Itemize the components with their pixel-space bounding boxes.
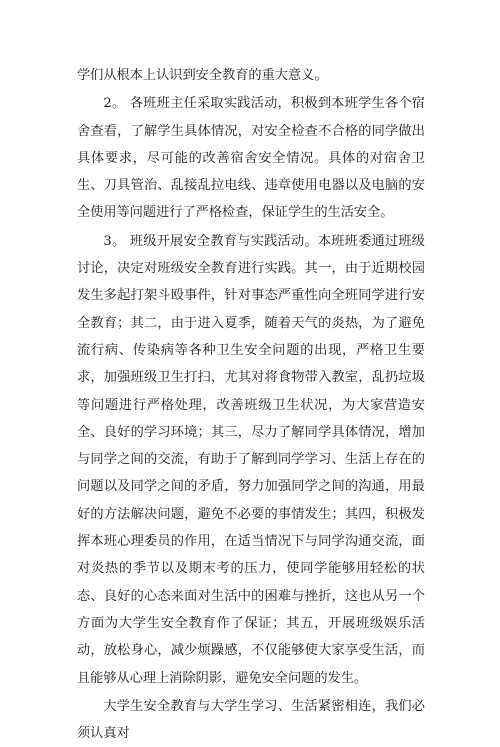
- paragraph-conclusion: 大学生安全教育与大学生学习、生活紧密相连，我们必须认真对: [77, 698, 425, 742]
- paragraph-item-2: 2。 各班班主任采取实践活动，积极到本班学生各个宿舍查看，了解学生具体情况，对安全检查不合格的同学做出具体要求，尽可能的改善宿舍安全情况。具体的对宿舍卫生、刀具管治、乱接乱拉电线、违章使用电器以及电脑的安全使用等问题进行了严格检查，保证学生的生活安全。: [77, 96, 425, 221]
- paragraph-item-3: 3。 班级开展安全教育与实践活动。本班班委通过班级讨论，决定对班级安全教育进行实践。其一，由于近期校园发生多起打架斗殴事件，针对事态严重性向全班同学进行安全教育；其二，由于进入夏季，随着天气的炎热，为了避免流行病、传染病等各种卫生安全问题的出现，严格卫生要求，加强班级卫生打扫，尤其对将食物带入教室，乱扔垃圾等问题进行严格处理，改善班级卫生状况，为大家营造安全、良好的学习环境；其三，尽力了解同学具体情况，增加与同学之间的交流，有助于了解到同学学习、生活上存在的问题以及同学之间的矛盾，努力加强同学之间的沟通，用最好的方法解决问题，避免不必要的事情发生；其四，积极发挥本班心理委员的作用，在适当情况下与同学沟通交流，面对炎热的季节以及期末考的压力，使同学能够用轻松的状态、良好的心态来面对生活中的困难与挫折，这也从另一个方面为大学生安全教育作了保证；其五，开展班级娱乐活动，放松身心，减少烦躁感，不仅能够使大家享受生活，而且能够从心理上消除阴影，避免安全问题的发生。: [77, 233, 425, 686]
- document-page: [77, 62, 425, 747]
- paragraph-continuation: 学们从根本上认识到安全教育的重大意义。: [77, 68, 328, 83]
